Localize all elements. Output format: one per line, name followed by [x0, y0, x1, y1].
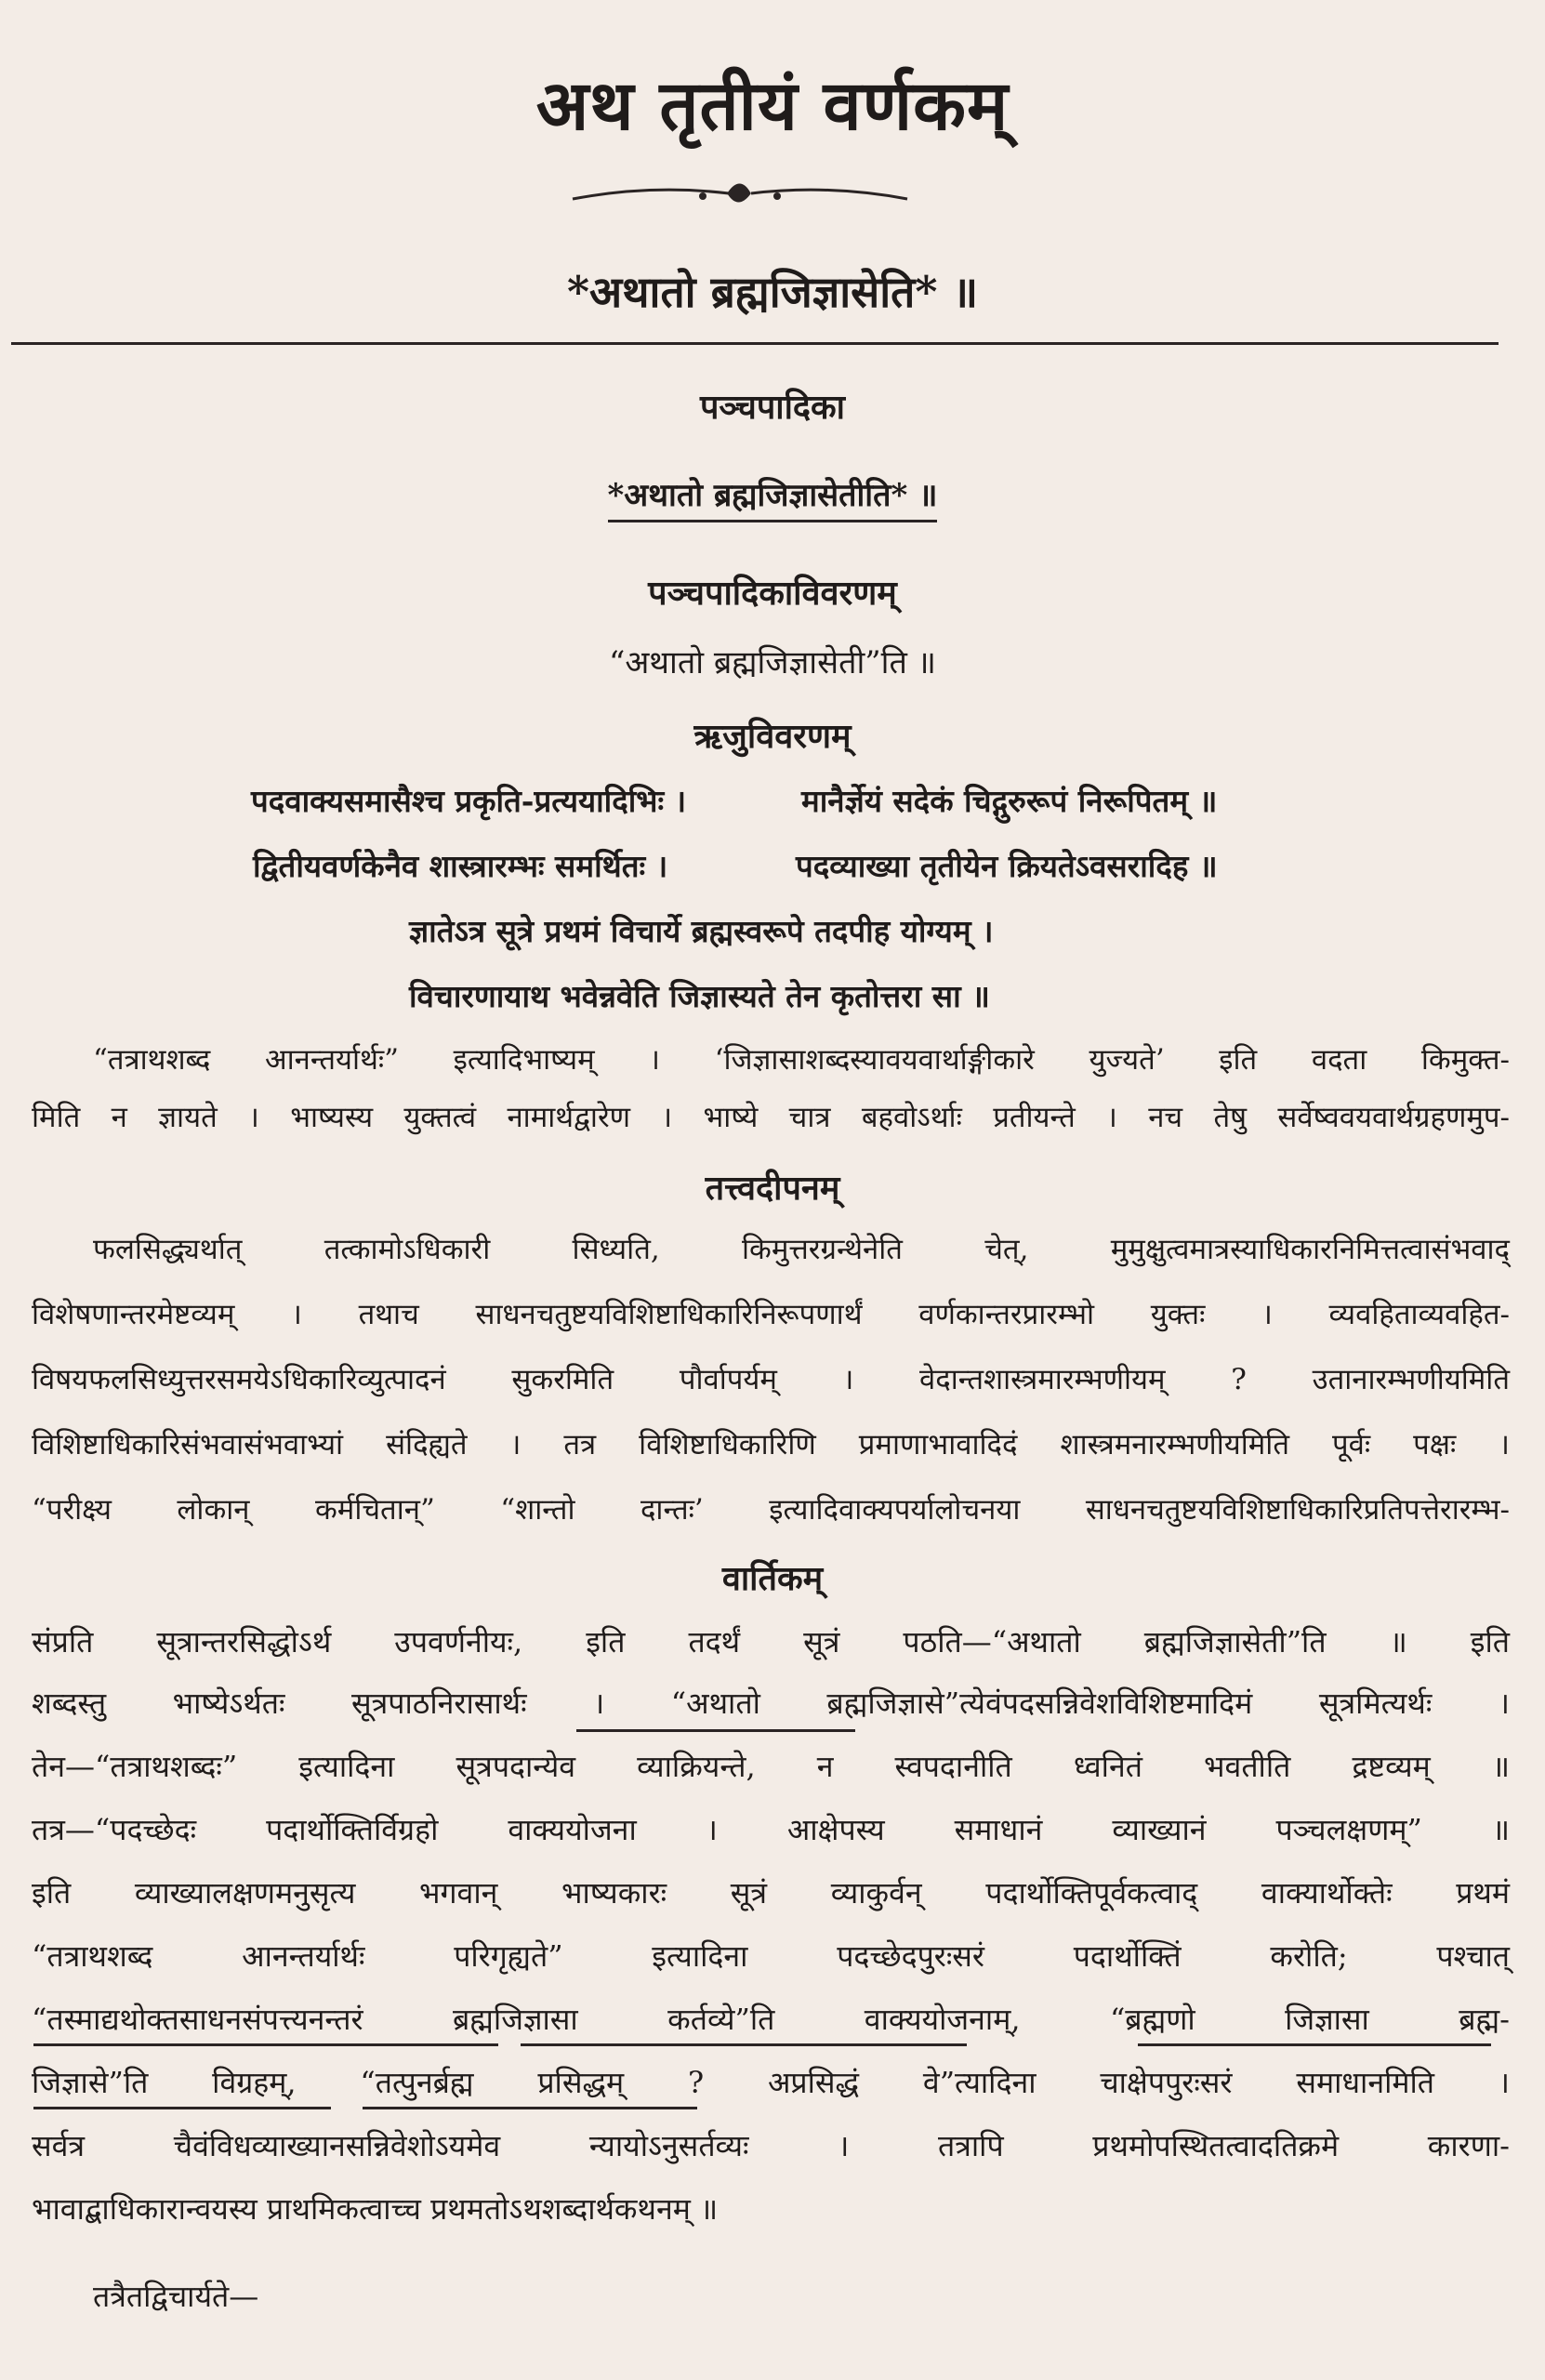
sutra-heading: *अथातो ब्रह्मजिज्ञासेति* ॥ — [566, 267, 979, 317]
vartikam-line-3: तेन—“तत्राथशब्दः” इत्यादिना सूत्रपदान्येव व्याक्रियन्ते, न स्वपदानीति ध्वनितं भवतीति द्रष्टव्यम् ॥ — [32, 1749, 1510, 1784]
panchapadika-text — [0, 472, 1545, 515]
vartikam-line-5: इति व्याख्यालक्षणमनुसृत्य भगवान् भाष्यकारः सूत्रं व्याकुर्वन् पदार्थोक्तिपूर्वकत्वाद् वाक्यार्थोक्तेः प्रथमं — [32, 1875, 1510, 1911]
vartikam-line-4: तत्र—“पदच्छेदः पदार्थोक्तिर्विग्रहो वाक्ययोजना । आक्षेपस्य समाधानं व्याख्यानं पञ्चलक्षणम्” ॥ — [32, 1812, 1510, 1847]
panchapadika-text-underlined: *अथातो ब्रह्मजिज्ञासेतीति* ॥ — [608, 477, 938, 522]
tattvadipanam-line-4: विशिष्टाधिकारिसंभवासंभवाभ्यां संदिह्यते । तत्र विशिष्टाधिकारिणि प्रमाणाभावादिदं शास्त्रमनारम्भणीयमिति पूर्वः पक्षः । — [32, 1428, 1510, 1461]
underline-mark — [521, 2043, 967, 2046]
panchapadika-heading: पञ्चपादिका — [699, 388, 846, 427]
verse2-first-half: द्वितीयवर्णकेनैव शास्त्रारम्भः समर्थितः । — [253, 848, 668, 884]
vartikam-closing: तत्रैतद्विचार्यते— — [93, 2279, 259, 2314]
underline-mark — [33, 2107, 331, 2109]
vartikam-line-6: “तत्राथशब्द आनन्तर्यार्थः परिगृह्यते” इत्यादिना पदच्छेदपुरःसरं पदार्थोक्तिं करोति; पश्चात् — [32, 1938, 1510, 1974]
underline-mark — [33, 2043, 498, 2046]
vartikam-line-9: सर्वत्र चैवंविधव्याख्यानसन्निवेशोऽयमेव न्यायोऽनुसर्तव्यः । तत्रापि प्रथमोपस्थितत्वादतिक्रमे कारणा- — [32, 2128, 1510, 2163]
vartikam-heading: वार्तिकम् — [721, 1559, 824, 1598]
vartikam-line-10: भावाद्बाधिकारान्वयस्य प्राथमिकत्वाच्च प्रथमतोऽथशब्दार्थकथनम् ॥ — [32, 2191, 719, 2227]
verse1-second-half: मानैर्ज्ञेयं सदेकं चिद्गुरुरूपं निरूपितम् ॥ — [801, 783, 1218, 819]
chapter-title: अथ तृतीयं वर्णकम् — [535, 66, 1010, 146]
vivaranam-heading: पञ्चपादिकाविवरणम् — [648, 574, 897, 613]
vartikam-line-2: शब्दस्तु भाष्येऽर्थतः सूत्रपाठनिरासार्थः । “अथातो ब्रह्मजिज्ञासे”त्येवंपदसन्निवेशविशिष्टमादिमं सूत्रमित्यर्थः । — [32, 1686, 1510, 1721]
underline-mark — [576, 1729, 855, 1732]
tattvadipanam-line-3: विषयफलसिध्युत्तरसमयेऽधिकारिव्युत्पादनं सुकरमिति पौर्वापर्यम् । वेदान्तशास्त्रमारम्भणीयम् ? उतानारम्भणीयमिति — [32, 1363, 1510, 1396]
rjuvivaranam-para-line-2: मिति न ज्ञायते । भाष्यस्य युक्तत्वं नामार्थद्वारेण । भाष्ये चात्र बहवोऽर्थाः प्रतीयन्ते । नच तेषु सर्वेष्ववयवार्थग्रहणमुप- — [32, 1101, 1510, 1134]
vartikam-line-8: जिज्ञासे”ति विग्रहम्, “तत्पुनर्ब्रह्म प्रसिद्धम् ? अप्रसिद्धं वे”त्यादिना चाक्षेपपुरःसरं समाधानमिति । — [32, 2065, 1510, 2100]
verse3-first-half: ज्ञातेऽत्र सूत्रे प्रथमं विचार्ये ब्रह्मस्वरूपे तदपीह योग्यम् । — [409, 913, 994, 949]
horizontal-rule — [11, 342, 1499, 345]
vivaranam-text: “अथातो ब्रह्मजिज्ञासेती”ति ॥ — [608, 644, 937, 681]
verse1-first-half: पदवाक्यसमासैश्च प्रकृति-प्रत्ययादिभिः । — [251, 783, 687, 819]
tattvadipanam-line-5: “परीक्ष्य लोकान् कर्मचितान्” “शान्तो दान्तः’ इत्यादिवाक्यपर्यालोचनया साधनचतुष्टयविशिष्टाधिकारिप्रतिपत्तेरारम्भ- — [32, 1493, 1510, 1527]
vartikam-line-7: “तस्माद्यथोक्तसाधनसंपत्त्यनन्तरं ब्रह्मजिज्ञासा कर्तव्ये”ति वाक्ययोजनाम्, “ब्रह्मणो जिज्ञासा ब्रह्म- — [32, 2002, 1510, 2037]
underline-mark — [1138, 2043, 1491, 2046]
vartikam-line-1: संप्रति सूत्रान्तरसिद्धोऽर्थ उपवर्णनीयः, इति तदर्थं सूत्रं पठति—“अथातो ब्रह्मजिज्ञासेती”ति ॥ इति — [32, 1624, 1510, 1659]
verse3-second-half: विचारणायाथ भवेन्नवेति जिज्ञास्यते तेन कृतोत्तरा सा ॥ — [409, 978, 990, 1014]
verse2-second-half: पदव्याख्या तृतीयेन क्रियतेऽवसरादिह ॥ — [796, 848, 1218, 884]
tattvadipanam-line-2: विशेषणान्तरमेष्टव्यम् । तथाच साधनचतुष्टयविशिष्टाधिकारिनिरूपणार्थं वर्णकान्तरप्रारम्भो युक्तः । व्यवहिताव्यवहित- — [32, 1298, 1510, 1331]
rjuvivaranam-heading: ऋजुविवरणम् — [693, 717, 852, 756]
tattvadipanam-line-1: फलसिद्ध्यर्थात् तत्कामोऽधिकारी सिध्यति, किमुत्तरग्रन्थेनेति चेत्, मुमुक्षुत्वमात्रस्याधिकारनिमित्तत्वासंभवाद् — [93, 1233, 1510, 1266]
rjuvivaranam-para-line-1: “तत्राथशब्द आनन्तर्यार्थः” इत्यादिभाष्यम् । ‘जिज्ञासाशब्दस्यावयवार्थाङ्गीकारे युज्यते’ इति वदता किमुक्त- — [93, 1043, 1510, 1077]
underline-mark — [363, 2107, 697, 2109]
ornament-divider — [563, 169, 917, 216]
tattvadipanam-heading: तत्त्वदीपनम् — [705, 1169, 840, 1208]
